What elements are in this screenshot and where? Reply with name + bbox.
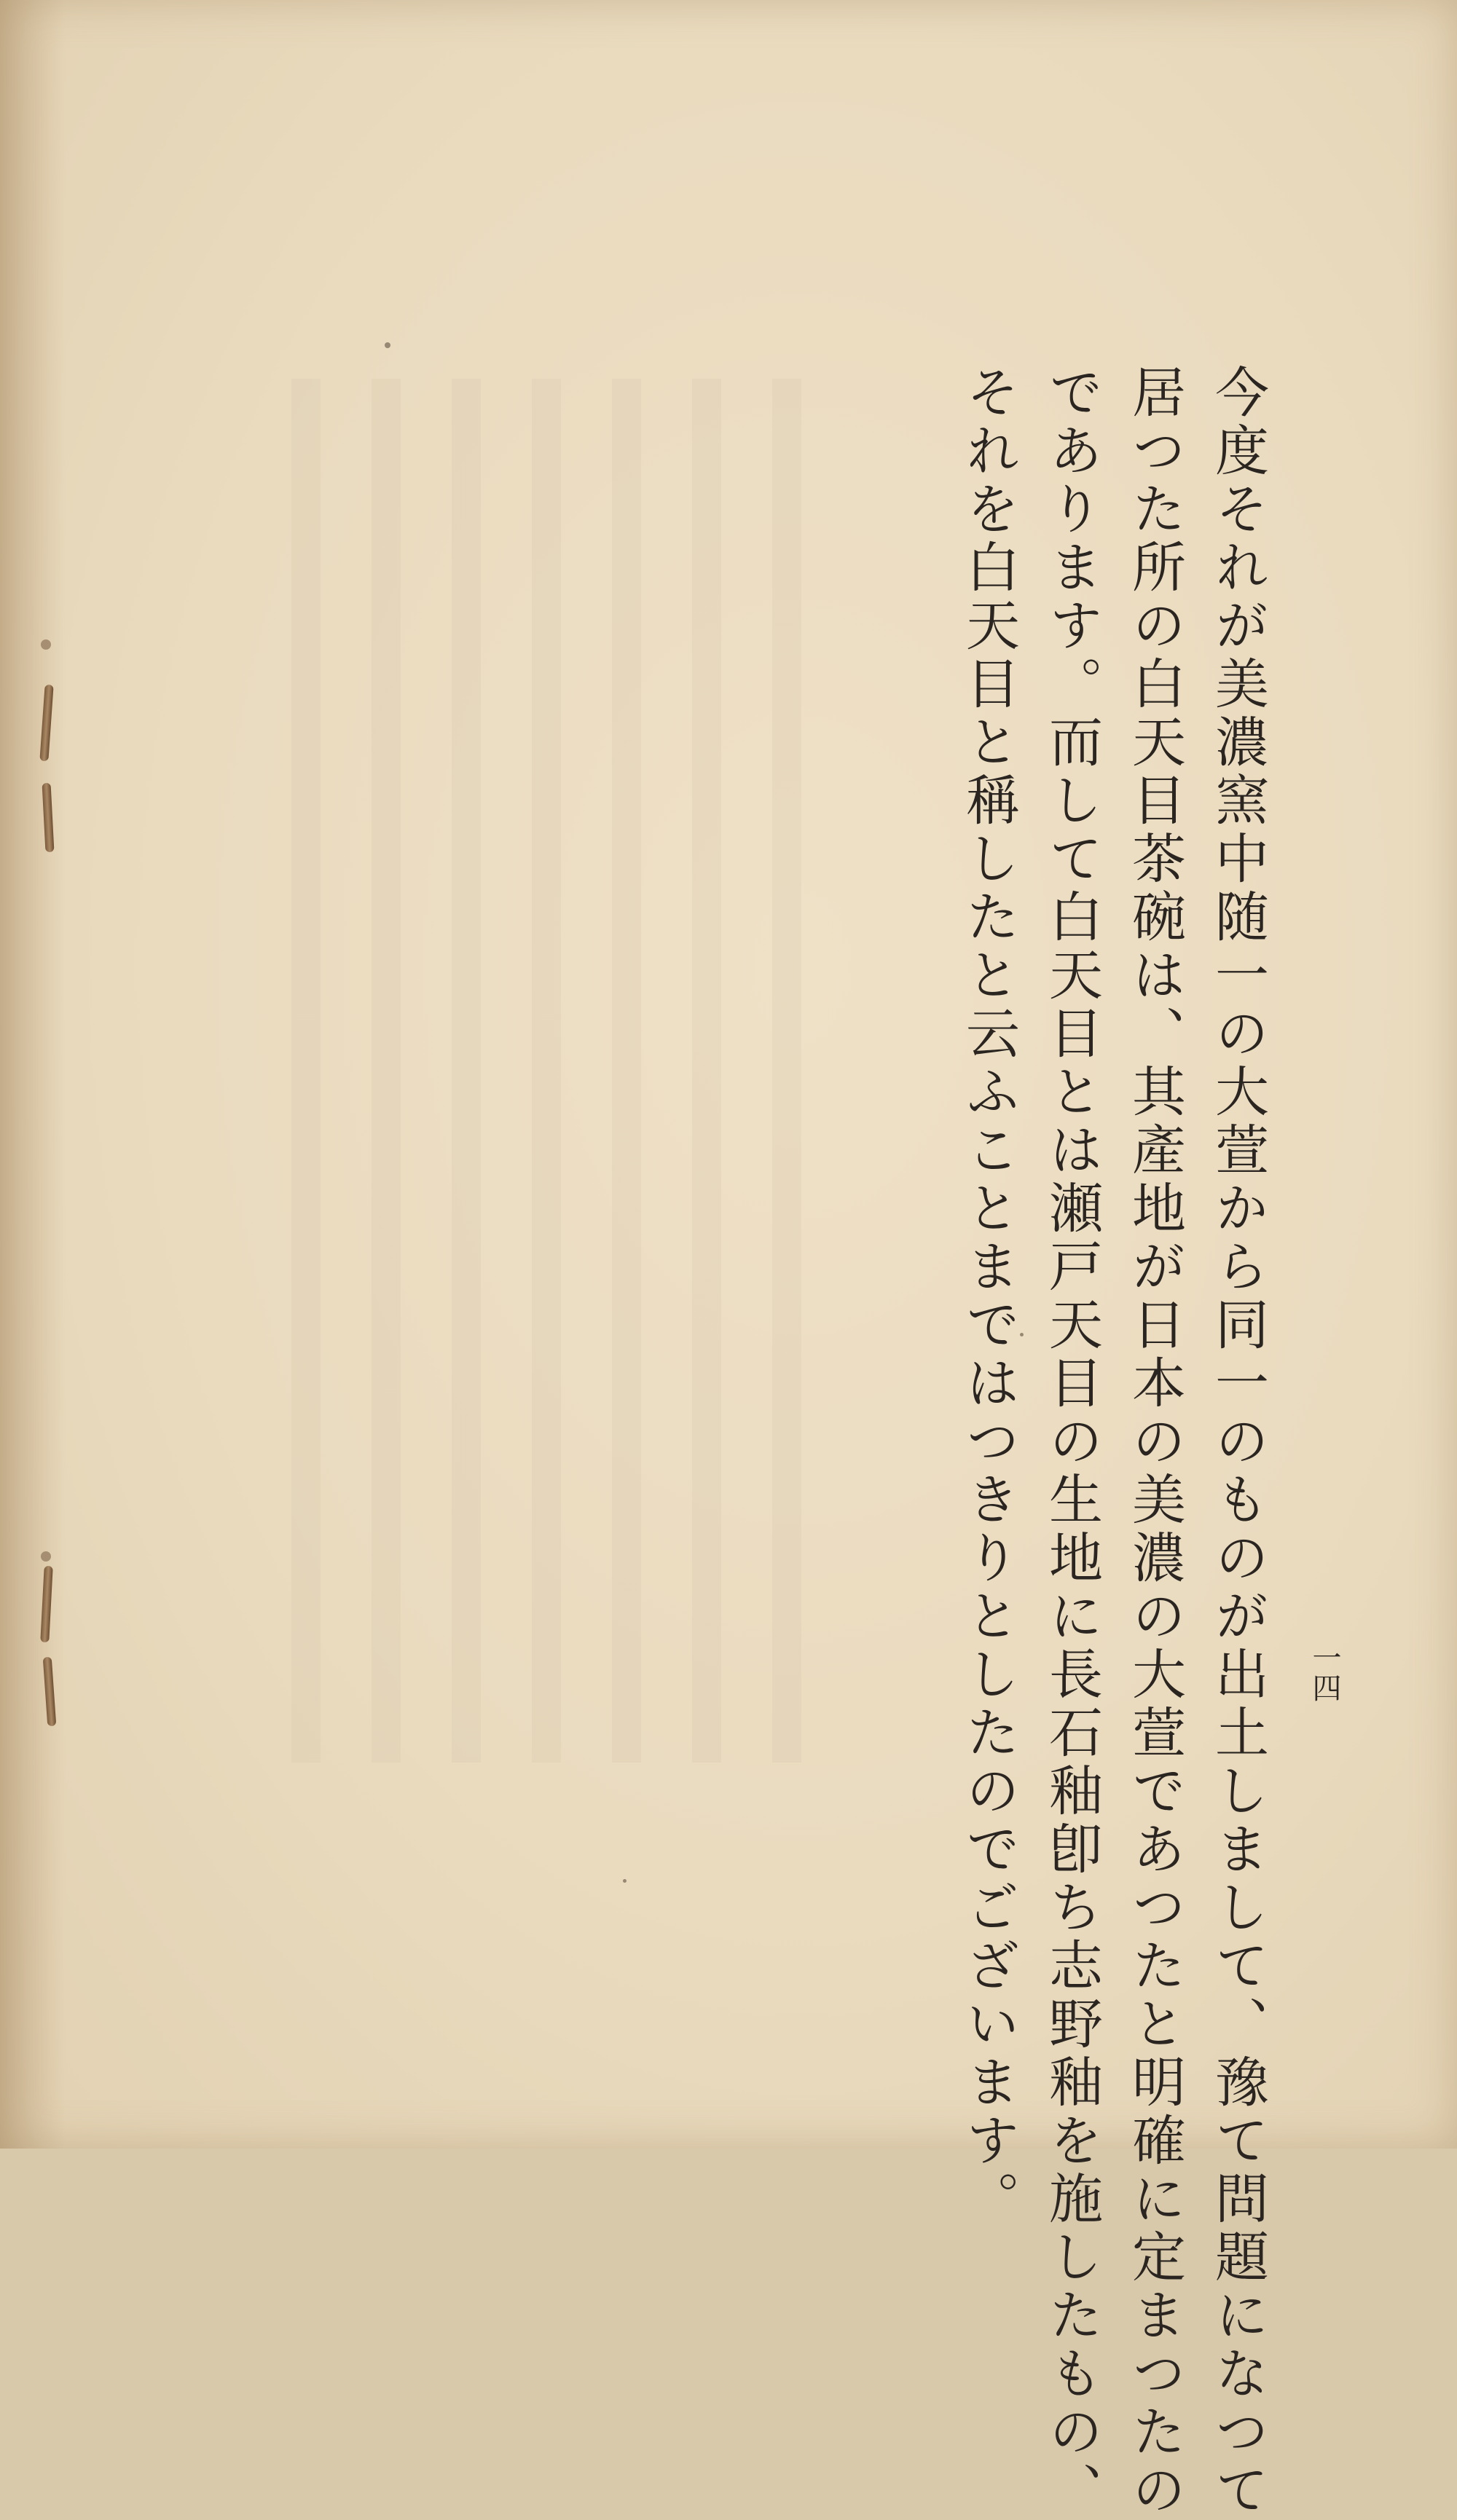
stitch-hole <box>41 1551 51 1562</box>
text-column-2: 居つた所の白天目茶碗は、其產地が日本の美濃の大萱であつたと明確に定まつたの <box>1123 364 1186 2520</box>
paper-speck <box>623 1879 627 1883</box>
paper-speck <box>385 342 390 348</box>
binding-shadow <box>0 0 66 2149</box>
text-column-1: 今度それが美濃窯中随一の大萱から同一のものが出土しまして、豫て問題になつて <box>1206 364 1269 2520</box>
show-through-texture <box>240 379 838 1763</box>
text-column-3: であります。而して白天目とは瀬戸天目の生地に長石釉卽ち志野釉を施したもの、 <box>1040 364 1103 2520</box>
text-column-4: それを白天目と稱したと云ふことまではつきりとしたのでございます。 <box>957 364 1020 2229</box>
page-number: 一四 <box>1308 1642 1341 1704</box>
stitch-hole <box>41 639 51 650</box>
vertical-text-block <box>957 364 1269 2520</box>
